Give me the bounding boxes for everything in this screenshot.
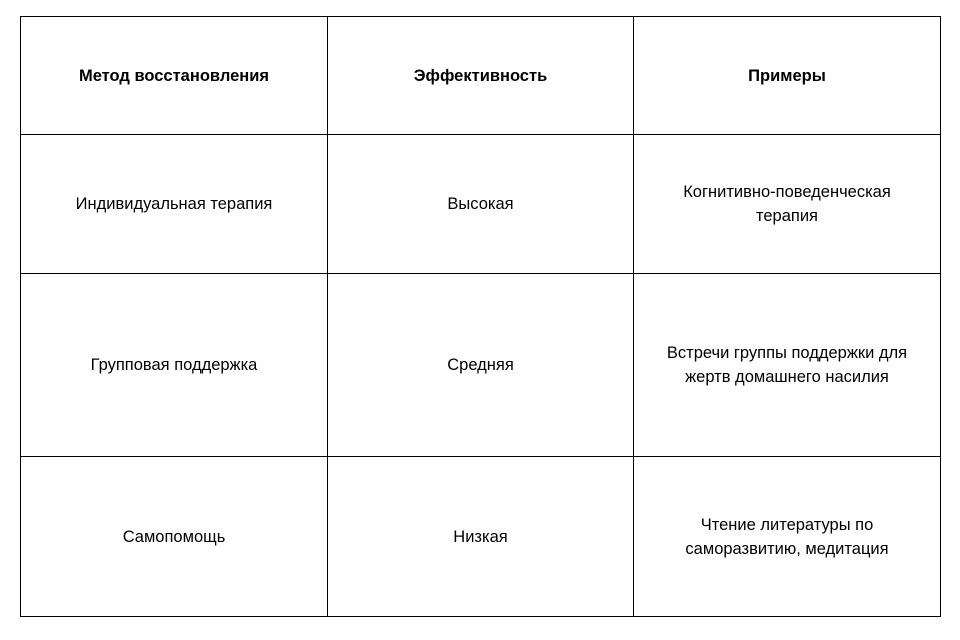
cell-method: Самопомощь	[21, 457, 328, 617]
cell-effectiveness: Средняя	[328, 274, 634, 457]
recovery-methods-table	[20, 16, 941, 617]
table-row	[21, 457, 941, 617]
header-method: Метод восстановления	[21, 17, 328, 135]
cell-examples: Когнитивно-поведенческая терапия	[634, 135, 941, 274]
table-header-row	[21, 17, 941, 135]
cell-examples: Встречи группы поддержки для жертв домашнего насилия	[634, 274, 941, 457]
table-row	[21, 135, 941, 274]
cell-effectiveness: Высокая	[328, 135, 634, 274]
table-row	[21, 274, 941, 457]
cell-method: Групповая поддержка	[21, 274, 328, 457]
cell-method: Индивидуальная терапия	[21, 135, 328, 274]
cell-effectiveness: Низкая	[328, 457, 634, 617]
header-effectiveness: Эффективность	[328, 17, 634, 135]
cell-examples: Чтение литературы по саморазвитию, медитация	[634, 457, 941, 617]
header-examples: Примеры	[634, 17, 941, 135]
